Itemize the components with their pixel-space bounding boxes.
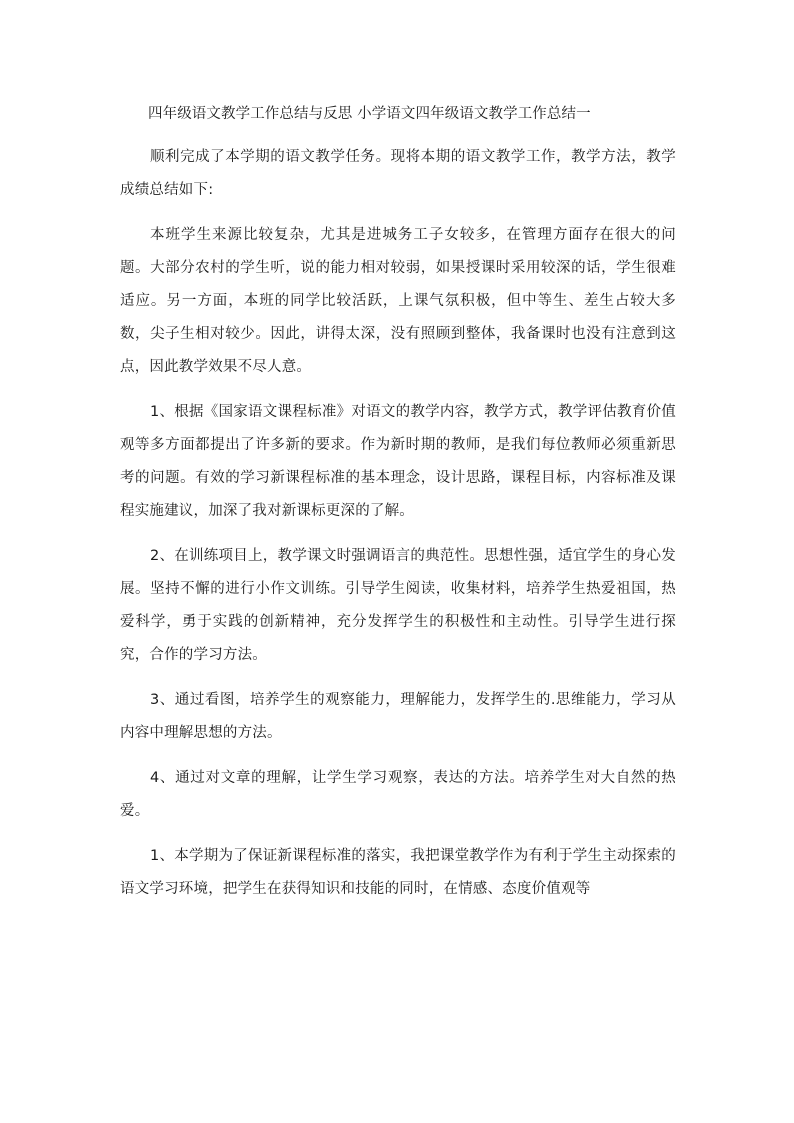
spacer — [120, 126, 676, 141]
document-title: 四年级语文教学工作总结与反思 小学语文四年级语文教学工作总结一 — [148, 106, 591, 122]
paragraph-point-4: 4、通过对文章的理解，让学生学习观察，表达的方法。培养学生对大自然的热爱。 — [120, 770, 676, 819]
spacer — [120, 672, 676, 684]
document-body — [120, 102, 676, 906]
paragraph-point-3: 3、通过看图，培养学生的观察能力，理解能力，发挥学生的.思维能力，学习从内容中理解思想的方法。 — [120, 692, 676, 741]
spacer — [120, 207, 676, 219]
paragraph-class-situation: 本班学生来源比较复杂，尤其是进城务工子女较多，在管理方面存在很大的问题。大部分农村的学生听，说的能力相对较弱，如果授课时采用较深的话，学生很难适应。另一方面，本班的同学比较活跃，上课气氛积极，但中等生、差生占较大多数，尖子生相对较少。因此，讲得太深，没有照顾到整体，我备课时也没有注意到这点，因此教学效果不尽人意。 — [120, 227, 676, 375]
paragraph-section-2-point-1: 1、本学期为了保证新课程标准的落实，我把课堂教学作为有利于学生主动探索的语文学习环境，把学生在获得知识和技能的同时，在情感、态度价值观等 — [120, 848, 676, 897]
spacer — [120, 528, 676, 540]
spacer — [120, 750, 676, 762]
paragraph-point-1: 1、根据《国家语文课程标准》对语文的教学内容，教学方式，教学评估教育价值观等多方面都提出了许多新的要求。作为新时期的教师，是我们每位教师必须重新思考的问题。有效的学习新课程标准的基本理念，设计思路，课程目标，内容标准及课程实施建议，加深了我对新课标更深的了解。 — [120, 404, 676, 519]
paragraph-point-2: 2、在训练项目上，教学课文时强调语言的典范性。思想性强，适宜学生的身心发展。坚持不懈的进行小作文训练。引导学生阅读，收集材料，培养学生热爱祖国，热爱科学，勇于实践的创新精神，充分发挥学生的积极性和主动性。引导学生进行探究，合作的学习方法。 — [120, 548, 676, 663]
spacer — [120, 828, 676, 840]
spacer — [120, 384, 676, 396]
paragraph-summary-intro: 顺利完成了本学期的语文教学任务。现将本期的语文教学工作，教学方法，教学成绩总结如下: — [120, 149, 676, 198]
